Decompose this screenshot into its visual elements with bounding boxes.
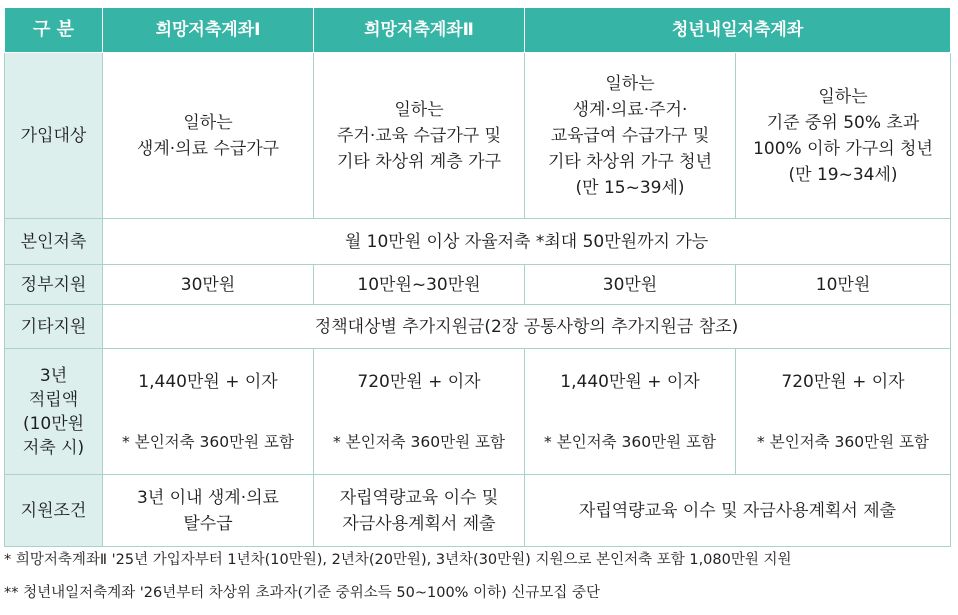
row-gov-support: [5, 265, 951, 305]
self-saving-value: 월 10만원 이상 자율저축 *최대 50만원까지 가능: [103, 219, 951, 265]
eligibility-hope1: 일하는 생계·의료 수급가구: [103, 53, 314, 219]
accumulated-youth-b: 720만원 + 이자 * 본인저축 360만원 포함: [736, 349, 951, 475]
gov-support-youth-a: 30만원: [525, 265, 736, 305]
header-hope-savings-2: 희망저축계좌Ⅱ: [314, 8, 525, 53]
row-label-gov-support: 정부지원: [5, 265, 103, 305]
gov-support-youth-b: 10만원: [736, 265, 951, 305]
header-youth-savings: 청년내일저축계좌: [525, 8, 951, 53]
eligibility-hope2: 일하는 주거·교육 수급가구 및 기타 차상위 계층 가구: [314, 53, 525, 219]
header-category: 구 분: [5, 8, 103, 53]
row-other-support: [5, 305, 951, 349]
conditions-hope1: 3년 이내 생계·의료 탈수급: [103, 475, 314, 547]
accumulated-hope2: 720만원 + 이자 * 본인저축 360만원 포함: [314, 349, 525, 475]
row-label-self-saving: 본인저축: [5, 219, 103, 265]
row-eligibility: [5, 53, 951, 219]
accumulated-youth-a: 1,440만원 + 이자 * 본인저축 360만원 포함: [525, 349, 736, 475]
row-label-conditions: 지원조건: [5, 475, 103, 547]
footnote-youth-savings: ** 청년내일저축계좌 '26년부터 차상위 초과자(기준 중위소득 50~100% 이하) 신규모집 중단: [4, 585, 601, 601]
conditions-youth: 자립역량교육 이수 및 자금사용계획서 제출: [525, 475, 951, 547]
savings-account-comparison-table: [4, 8, 951, 547]
gov-support-hope1: 30만원: [103, 265, 314, 305]
header-row: [5, 8, 951, 53]
row-accumulated: [5, 349, 951, 475]
row-label-other-support: 기타지원: [5, 305, 103, 349]
row-label-accumulated: 3년 적립액 (10만원 저축 시): [5, 349, 103, 475]
row-label-eligibility: 가입대상: [5, 53, 103, 219]
eligibility-youth-b: 일하는 기준 중위 50% 초과 100% 이하 가구의 청년 (만 19~34세): [736, 53, 951, 219]
accumulated-hope1: 1,440만원 + 이자 * 본인저축 360만원 포함: [103, 349, 314, 475]
other-support-value: 정책대상별 추가지원금(2장 공통사항의 추가지원금 참조): [103, 305, 951, 349]
row-conditions: [5, 475, 951, 547]
row-self-saving: [5, 219, 951, 265]
gov-support-hope2: 10만원~30만원: [314, 265, 525, 305]
header-hope-savings-1: 희망저축계좌Ⅰ: [103, 8, 314, 53]
conditions-hope2: 자립역량교육 이수 및 자금사용계획서 제출: [314, 475, 525, 547]
footnote-hope-savings-2: * 희망저축계좌Ⅱ '25년 가입자부터 1년차(10만원), 2년차(20만원), 3년차(30만원) 지원으로 본인저축 포함 1,080만원 지원: [4, 552, 792, 568]
eligibility-youth-a: 일하는 생계·의료·주거· 교육급여 수급가구 및 기타 차상위 가구 청년 (만 15~39세): [525, 53, 736, 219]
